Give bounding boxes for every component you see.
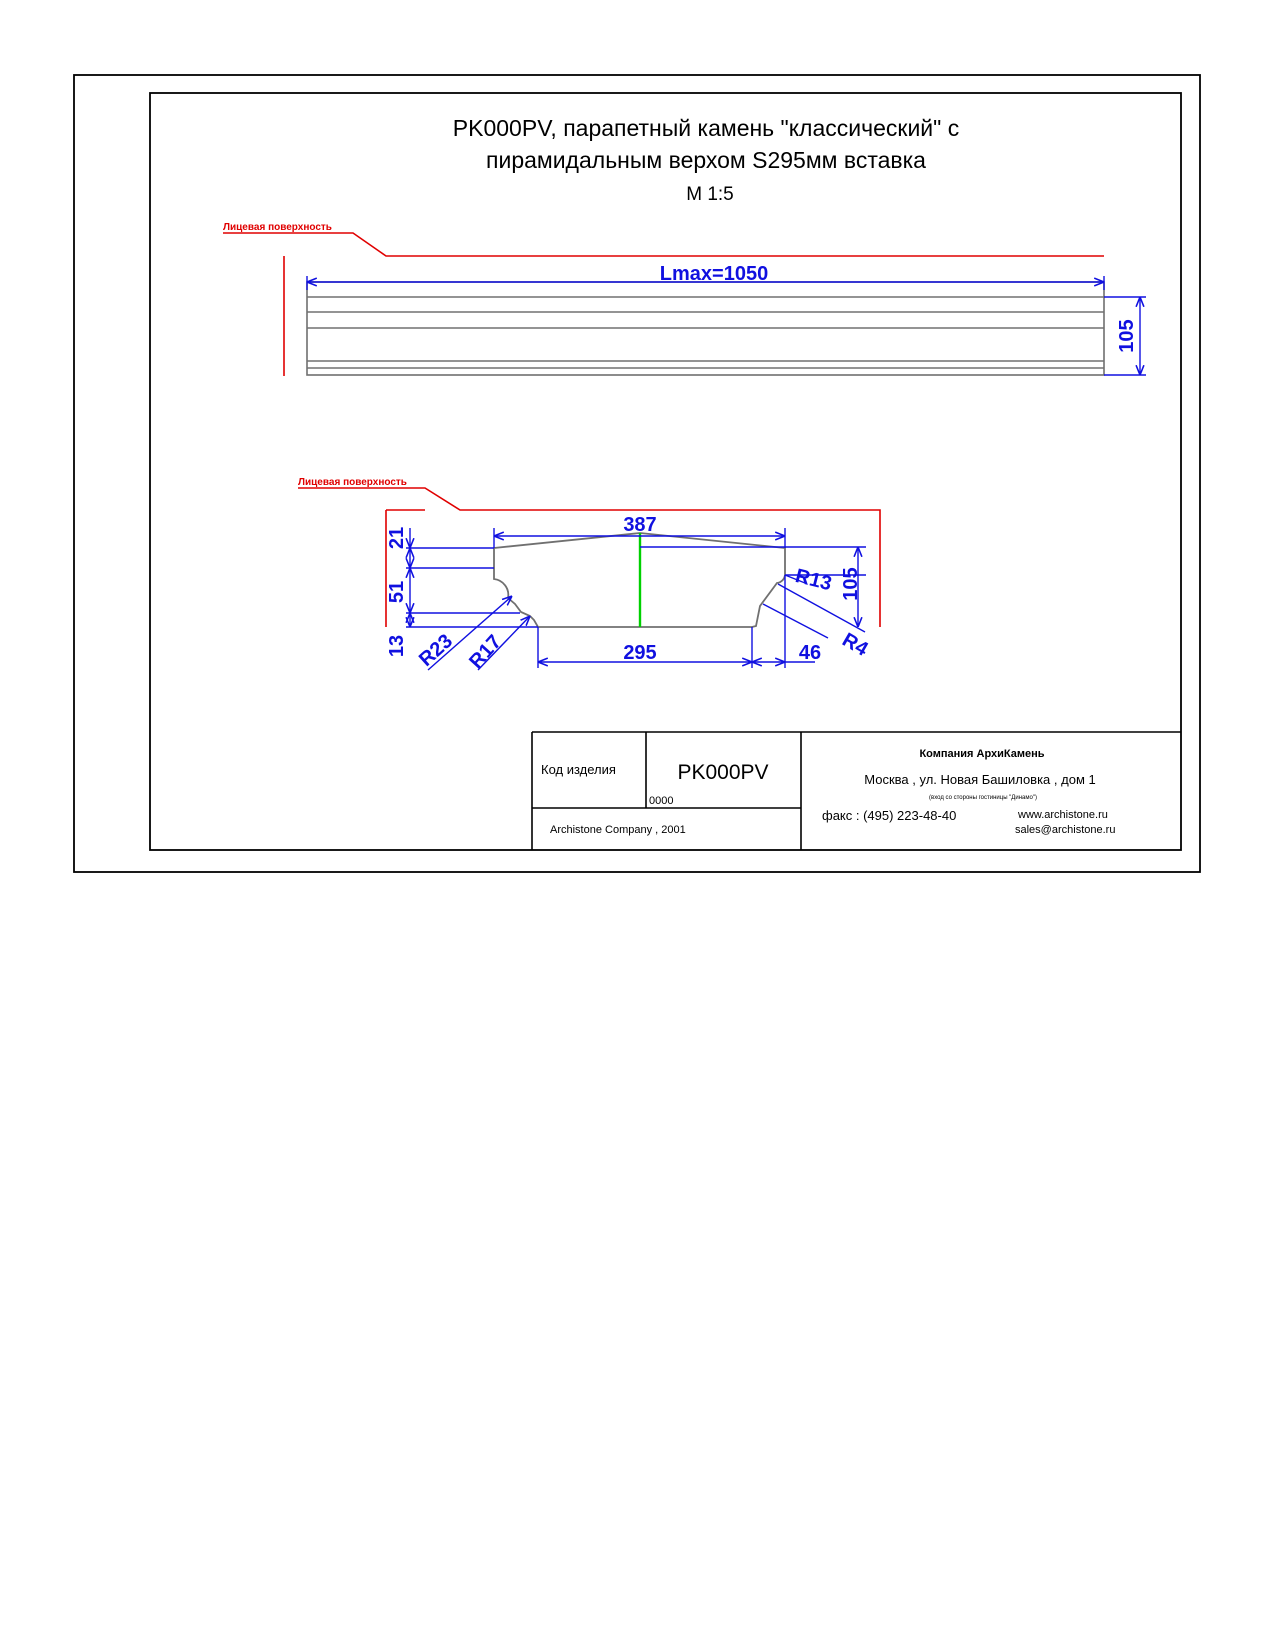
dim-387: 387	[623, 514, 657, 536]
dim-51: 51	[386, 580, 408, 604]
plan-height-dimension: 105	[1116, 319, 1138, 353]
face-line-top	[223, 233, 1104, 376]
address-note: (вход со стороны гостиницы "Динамо")	[929, 795, 1037, 801]
plan-outline	[307, 282, 1104, 375]
dim-13: 13	[386, 634, 408, 658]
company-name: Компания АрхиКамень	[919, 748, 1045, 760]
length-dimension: Lmax=1050	[659, 263, 769, 285]
radius-r4: R4	[838, 628, 872, 661]
dim-section-105: 105	[840, 567, 862, 601]
plan-dimensions	[307, 276, 1146, 375]
radius-r23: R23	[414, 630, 457, 671]
scale-label: М 1:5	[686, 184, 734, 205]
fax: факс : (495) 223-48-40	[822, 808, 957, 823]
company-line: Archistone Company , 2001	[550, 824, 686, 836]
title-line-2: пирамидальным верхом S295мм вставка	[486, 147, 926, 173]
dim-295: 295	[623, 642, 657, 664]
dim-21: 21	[386, 526, 408, 550]
face-label-section: Лицевая поверхность	[298, 477, 407, 488]
address: Москва , ул. Новая Башиловка , дом 1	[864, 772, 1096, 787]
code-value: PK000PV	[677, 761, 769, 784]
dim-46: 46	[798, 642, 822, 664]
face-line-section	[298, 488, 880, 627]
face-label-top: Лицевая поверхность	[223, 222, 332, 233]
website[interactable]: www.archistone.ru	[1018, 809, 1108, 821]
code-sub: 0000	[649, 795, 674, 807]
radius-r17: R17	[465, 630, 506, 673]
title-line-1: PK000PV, парапетный камень "классический" с	[452, 115, 960, 141]
radius-r13: R13	[792, 565, 834, 596]
inner-frame	[150, 93, 1181, 850]
email[interactable]: sales@archistone.ru	[1015, 824, 1116, 836]
code-label: Код изделия	[541, 762, 616, 777]
